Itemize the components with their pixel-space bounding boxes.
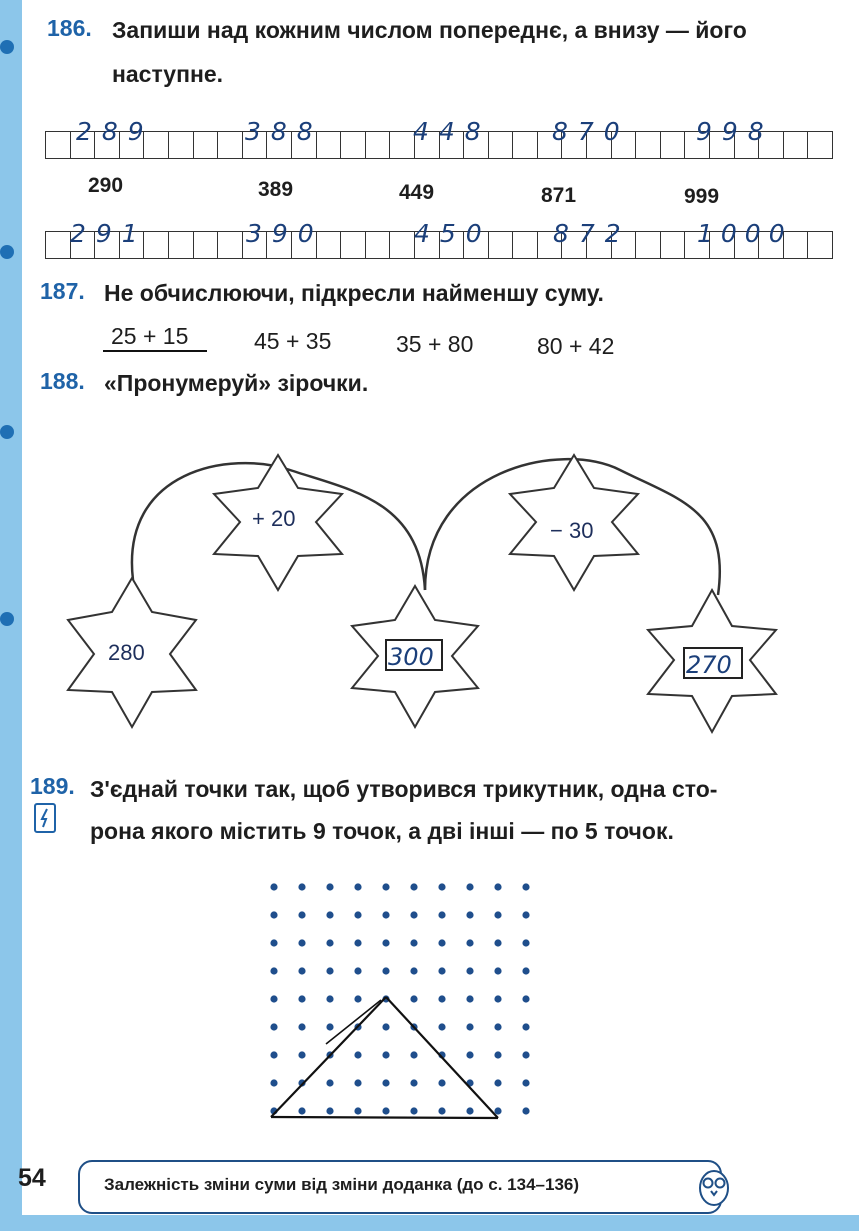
grid-dot <box>494 1023 501 1030</box>
grid-dot <box>466 1051 473 1058</box>
grid-dot <box>410 1051 417 1058</box>
grid-dot <box>494 967 501 974</box>
star-start-label: 280 <box>108 640 145 665</box>
grid-dot <box>270 995 277 1002</box>
handwritten-previous-5: 998 <box>696 117 774 146</box>
grid-dot <box>270 967 277 974</box>
grid-dot <box>326 1079 333 1086</box>
task-186-text-line1: Запиши над кожним числом попереднє, а внизу — його <box>112 17 747 43</box>
grid-dot <box>410 967 417 974</box>
grid-dot <box>270 883 277 890</box>
grid-dot <box>410 911 417 918</box>
grid-dot <box>494 883 501 890</box>
grid-dot <box>438 967 445 974</box>
grid-dot <box>354 1051 361 1058</box>
grid-dot <box>270 911 277 918</box>
sum-2: 45 + 35 <box>254 328 332 354</box>
given-number-5: 999 <box>684 185 720 208</box>
given-number-4: 871 <box>541 184 577 207</box>
handwritten-previous-4: 870 <box>552 117 630 146</box>
footer-topic: Залежність зміни суми від зміни доданка (до с. 134–136) <box>104 1175 580 1194</box>
star-middle-answer: 300 <box>388 643 434 671</box>
grid-dot <box>494 911 501 918</box>
handwritten-next-5: 1000 <box>697 219 793 248</box>
grid-dot <box>382 1079 389 1086</box>
grid-dot <box>494 939 501 946</box>
handwritten-previous-2: 388 <box>245 117 323 146</box>
given-number-3: 449 <box>399 181 435 204</box>
grid-dot <box>270 1079 277 1086</box>
grid-dot <box>522 1107 529 1114</box>
grid-dot <box>522 967 529 974</box>
handwritten-next-3: 450 <box>414 219 492 248</box>
given-number-1: 290 <box>88 174 124 197</box>
grid-dot <box>298 939 305 946</box>
grid-dot <box>354 911 361 918</box>
grid-dot <box>522 1079 529 1086</box>
task-189-text-line2: рона якого містить 9 точок, а дві інші — по 5 точок. <box>90 818 674 844</box>
triangle-extra-stroke <box>326 1000 381 1044</box>
grid-dot <box>410 1079 417 1086</box>
grid-dot <box>522 1051 529 1058</box>
grid-dot <box>522 995 529 1002</box>
grid-dot <box>298 883 305 890</box>
grid-dot <box>354 883 361 890</box>
grid-dot <box>298 1051 305 1058</box>
grid-dot <box>382 967 389 974</box>
grid-dot <box>466 939 473 946</box>
grid-dot <box>522 939 529 946</box>
star-end-answer: 270 <box>686 651 732 679</box>
handwritten-previous-3: 448 <box>413 117 491 146</box>
triangle-side-left <box>271 997 386 1117</box>
grid-dot <box>298 911 305 918</box>
grid-dot <box>298 995 305 1002</box>
grid-dot <box>438 911 445 918</box>
star-minus-label: − 30 <box>550 518 594 543</box>
task-187-number: 187. <box>40 278 85 304</box>
grid-dot <box>466 1023 473 1030</box>
task-187-text: Не обчислюючи, підкресли найменшу суму. <box>104 280 604 306</box>
handwritten-next-1: 291 <box>70 219 148 248</box>
task-186-number: 186. <box>47 15 92 41</box>
grid-dot <box>438 1023 445 1030</box>
grid-dot <box>466 995 473 1002</box>
grid-dot <box>326 995 333 1002</box>
grid-dot <box>326 883 333 890</box>
grid-dot <box>438 1079 445 1086</box>
grid-dot <box>494 1079 501 1086</box>
grid-dot <box>466 1107 473 1114</box>
sum-1: 25 + 15 <box>111 323 189 349</box>
task-189-number: 189. <box>30 773 75 799</box>
grid-dot <box>326 1107 333 1114</box>
dot-grid <box>0 870 859 1130</box>
grid-dot <box>354 1107 361 1114</box>
given-number-2: 389 <box>258 178 294 201</box>
grid-dot <box>438 995 445 1002</box>
grid-dot <box>354 995 361 1002</box>
triangle-side-base <box>271 1117 498 1118</box>
grid-dot <box>298 1023 305 1030</box>
grid-dot <box>522 911 529 918</box>
grid-dot <box>494 995 501 1002</box>
grid-dot <box>438 1107 445 1114</box>
grid-dot <box>410 995 417 1002</box>
grid-dot <box>326 967 333 974</box>
grid-dot <box>354 1079 361 1086</box>
task-186-text-line2: наступне. <box>112 61 224 87</box>
grid-dot <box>410 939 417 946</box>
grid-dot <box>466 967 473 974</box>
grid-dot <box>382 1107 389 1114</box>
grid-dot <box>354 967 361 974</box>
star-plus-label: + 20 <box>252 506 296 531</box>
grid-dot <box>410 1107 417 1114</box>
grid-dot <box>270 1023 277 1030</box>
grid-dot <box>382 939 389 946</box>
grid-dot <box>494 1051 501 1058</box>
task-189-text-line1: З'єднай точки так, щоб утворився трикутник, одна сто- <box>90 776 718 802</box>
grid-dot <box>298 967 305 974</box>
grid-dot <box>466 883 473 890</box>
grid-dot <box>270 1051 277 1058</box>
grid-dot <box>494 1107 501 1114</box>
handwritten-next-4: 872 <box>553 219 631 248</box>
task-188-number: 188. <box>40 368 85 394</box>
grid-dot <box>326 939 333 946</box>
grid-dot <box>382 1023 389 1030</box>
grid-dot <box>326 1023 333 1030</box>
grid-dot <box>354 939 361 946</box>
grid-dot <box>522 1023 529 1030</box>
triangle-side-right <box>386 997 498 1118</box>
grid-dot <box>298 1107 305 1114</box>
grid-dot <box>382 911 389 918</box>
bottom-margin-strip <box>0 1215 859 1231</box>
grid-dot <box>326 911 333 918</box>
grid-dot <box>410 883 417 890</box>
sum-4: 80 + 42 <box>537 333 615 359</box>
grid-dot <box>466 911 473 918</box>
owl-icon <box>694 1164 734 1208</box>
handwritten-next-2: 390 <box>246 219 324 248</box>
page-number: 54 <box>18 1164 46 1192</box>
sum-3: 35 + 80 <box>396 331 474 357</box>
handwritten-previous-1: 289 <box>76 117 154 146</box>
footer-topic-band <box>78 1160 722 1214</box>
grid-dot <box>382 1051 389 1058</box>
pencil-note-icon <box>34 803 56 833</box>
grid-dot <box>382 883 389 890</box>
grid-dot <box>438 939 445 946</box>
grid-dot <box>270 939 277 946</box>
task-188-text: «Пронумеруй» зірочки. <box>104 370 369 396</box>
grid-dot <box>522 883 529 890</box>
grid-dot <box>438 883 445 890</box>
